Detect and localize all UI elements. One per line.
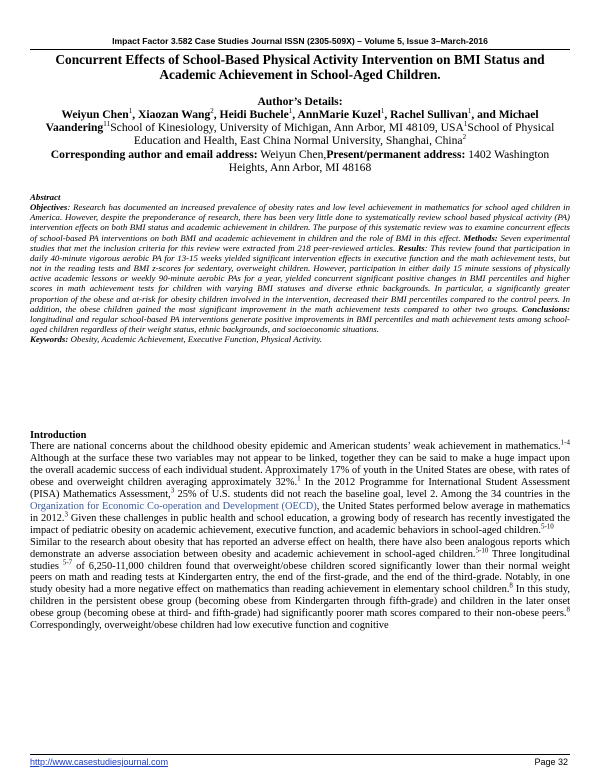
footer-rule bbox=[30, 754, 570, 755]
objectives-label: Objectives bbox=[30, 202, 68, 213]
author-sup: 2 bbox=[210, 107, 214, 116]
text-run: , the United States performed below average in mathematics in 2012. bbox=[30, 500, 570, 524]
author-separator: , bbox=[213, 108, 220, 121]
text-run: In this study, children in the persistent obese group (becoming obese from Kindergarten through fifth-grade) and children in the later onset obese group (becoming obese at third- and fifth-grade) had significantly poorer math scores compared to their non-obese peers. bbox=[30, 584, 570, 620]
results-label: Results bbox=[398, 242, 425, 253]
oecd-link-text: Organization for Economic Co-operation and Development (OECD) bbox=[30, 500, 317, 512]
abstract-heading: Abstract bbox=[30, 192, 61, 202]
affiliation-sup: 2 bbox=[462, 133, 467, 142]
author-separator: , bbox=[292, 108, 298, 121]
conclusions-label: Conclusions: bbox=[521, 303, 570, 314]
text-run: of 6,250-11,000 children found that overweight/obese children scored significantly lower than their normal weight peers on math and reading tests at Kindergarten entry, the end of the first-grade, and the end of the third-grade. Notably, in one study obesity had a more negative effect on mathematics than reading achievement in elementary school children. bbox=[30, 560, 571, 596]
text-run: 25% of U.S. students did not reach the baseline goal, level 2. Among the 34 countries in the bbox=[174, 488, 570, 500]
keywords-text: Obesity, Academic Achievement, Executive Function, Physical Activity. bbox=[68, 334, 322, 345]
citation-sup: 8 bbox=[509, 581, 513, 590]
journal-website-link[interactable]: http://www.casestudiesjournal.com bbox=[30, 757, 169, 767]
author-sup: 1 bbox=[103, 120, 107, 129]
citation-sup: 5-7 bbox=[62, 558, 73, 567]
author-block bbox=[38, 108, 562, 174]
results-text: : This review found that participation in daily 40-minute vigorous aerobic PA for 13-15 weeks yielded significant intervention effects in executive function and the math achievement tests, but not in the reading tests and BMI z-scores for sedentary, overweight children. However, participation in either daily 15 minute sessions of physically active academic lessons or weekly 90-minute aerobic PAs for a year, yielded concurrent significant positive changes in BMI percentiles and higher scores in math achievement tests for children with varying BMI statuses and diverse ethnic backgrounds. In particular, a significantly greater proportion of the obese and at-risk for obesity children involved in the intervention, decreased their BMI percentiles compared to the control peers. In addition, the obese children gained the most significant improvement in the math achievement tests compared to other two groups. bbox=[30, 242, 570, 314]
author-name: Rachel Sullivan bbox=[390, 108, 468, 121]
citation-sup: 5-10 bbox=[475, 546, 489, 555]
citation-sup: 8 bbox=[566, 605, 570, 614]
author-name: Weiyun Chen bbox=[61, 108, 129, 121]
author-name: Heidi Buchele bbox=[219, 108, 289, 121]
citation-sup: 1 bbox=[297, 474, 301, 483]
author-name: AnnMarie Kuzel bbox=[297, 108, 381, 121]
citation-sup: 3 bbox=[64, 510, 68, 519]
text-run: Similar to the research about obesity that has reported an adverse effect on health, there have also been analogous reports which demonstrate an adverse association between obesity and academic achievement in school-aged children. bbox=[30, 536, 570, 560]
objectives-text: : Research has documented an increased prevalence of obesity rates and low level achievement in mathematics for school aged children in America. However, despite the preponderance of research, there has been very little done to systematically review school based physical activity (PA) intervention effects on both BMI status and academic achievement in children. The purpose of this systematic review was to examine concurrent effects of school-based PA interventions on both BMI and academic achievement in children and the role of BMI in this effect. bbox=[30, 202, 570, 243]
corresponding-value: Weiyun Chen, bbox=[257, 147, 327, 161]
address-value: 1402 Washington Heights, Ann Arbor, MI 48168 bbox=[228, 147, 550, 174]
methods-text: Seven experimental studies that met the inclusion criteria for this review were extracted from 218 peer-reviewed articles. bbox=[30, 232, 570, 253]
introduction-heading: Introduction bbox=[30, 430, 87, 441]
text-run: There are national concerns about the childhood obesity epidemic and American students’ weak achievement in mathematics. bbox=[30, 441, 561, 452]
address-label: Present/permanent address: bbox=[326, 147, 466, 161]
text-run: In the 2012 Programme for International Student Assessment (PISA) Mathematics Assessment, bbox=[30, 476, 570, 500]
author-sup: 1 bbox=[467, 107, 472, 116]
intro-paragraph-2 bbox=[30, 537, 570, 633]
paper-title: Concurrent Effects of School-Based Physical Activity Intervention on BMI Status and Academic Achievement in School-Aged Children. bbox=[55, 52, 545, 82]
author-sup: 1 bbox=[380, 107, 385, 116]
author-separator: , bbox=[384, 108, 391, 121]
abstract-body bbox=[30, 202, 570, 334]
corresponding-label: Corresponding author and email address: bbox=[50, 147, 258, 161]
authors-details-heading: Author’s Details: bbox=[257, 95, 343, 108]
conclusions-text: longitudinal and regular school-based PA interventions generate positive improvements in BMI percentiles and math achievement tests among school-aged children regardless of their weight status, ethnic backgrounds, and socioeconomic situations. bbox=[30, 313, 570, 335]
text-run: Correspondingly, overweight/obese children had low executive function and cognitive bbox=[30, 620, 389, 632]
abstract-section bbox=[30, 192, 570, 344]
citation-sup: 3 bbox=[170, 486, 175, 495]
introduction-body bbox=[30, 438, 571, 632]
affiliation-sup: 1 bbox=[463, 120, 468, 129]
page-number: Page 32 bbox=[534, 757, 568, 767]
author-name: Michael Vaandering bbox=[45, 108, 539, 135]
methods-label: Methods: bbox=[463, 232, 498, 243]
author-separator: , bbox=[132, 108, 138, 121]
text-run: Given these challenges in public health and school education, a growing body of research has recently investigated the impact of pediatric obesity on academic achievement, executive function, and academic behaviors in school-aged children. bbox=[30, 512, 570, 536]
author-name: Xiaozan Wang bbox=[137, 108, 211, 121]
affiliation: School of Physical Education and Health, East China Normal University, Shanghai, China bbox=[133, 121, 555, 148]
author-sup: 1 bbox=[128, 107, 133, 116]
citation-sup: 1-4 bbox=[560, 438, 570, 447]
author-sup: 1 bbox=[288, 107, 293, 116]
header-rule bbox=[30, 49, 570, 50]
text-run: Although at the surface these two variables may not appear to be linked, together they can be said to make a huge impact upon the overall academic success of each individual student. Approximately 17% of youth in the United States are obese, with rates of obese and overweight children averaging approximately 32%. bbox=[30, 452, 570, 488]
author-separator: , and bbox=[471, 108, 499, 121]
keywords-label: Keywords: bbox=[30, 334, 69, 345]
intro-paragraph-1 bbox=[30, 438, 570, 537]
keywords-line bbox=[30, 334, 570, 344]
affiliation: School of Kinesiology, University of Michigan, Ann Arbor, MI 48109, USA bbox=[110, 121, 464, 135]
text-run: Three longitudinal studies bbox=[30, 548, 570, 572]
affiliation-sup: 1 bbox=[106, 120, 111, 129]
journal-header: Impact Factor 3.582 Case Studies Journal ISSN (2305-509X) – Volume 5, Issue 3–March-2016 bbox=[112, 36, 488, 46]
citation-sup: 5-10 bbox=[540, 522, 554, 531]
